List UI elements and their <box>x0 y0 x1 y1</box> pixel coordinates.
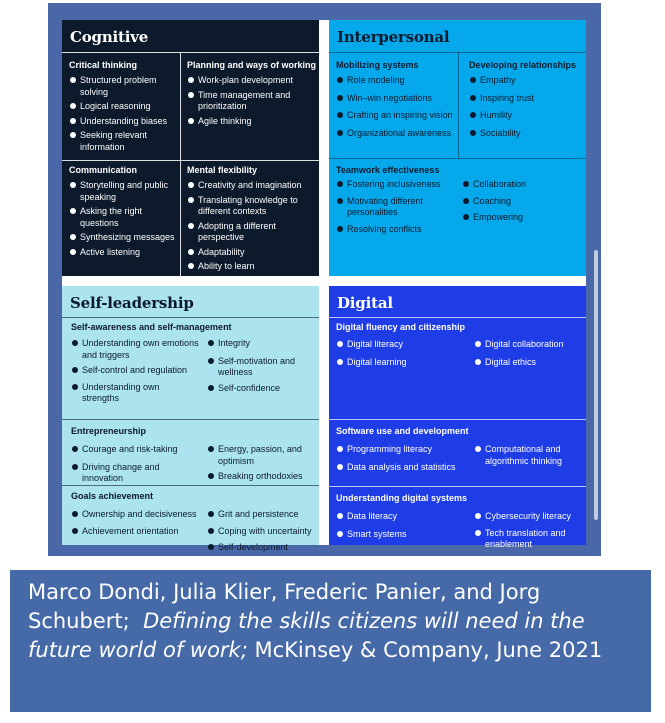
skill-item: Resolving conflicts <box>336 224 454 236</box>
skill-item: Humility <box>469 110 584 122</box>
goals-list-left <box>71 509 203 540</box>
digital-quadrant <box>329 286 586 549</box>
divider <box>458 52 459 158</box>
skill-item: Breaking orthodoxies <box>207 471 315 483</box>
divider <box>62 52 319 53</box>
skill-item: Empathy <box>469 75 584 87</box>
skill-item: Sociability <box>469 128 584 140</box>
skill-item: Self-confidence <box>207 383 315 395</box>
skill-item: Digital ethics <box>474 357 584 369</box>
mobilizing-systems-section <box>336 60 456 142</box>
skill-item: Integrity <box>207 338 315 350</box>
divider <box>329 317 586 318</box>
section-heading: Mobilizing systems <box>336 60 419 70</box>
skill-item: Achievement orientation <box>71 526 203 538</box>
skill-item: Time management and prioritization <box>187 90 317 113</box>
skill-item: Data literacy <box>336 511 468 523</box>
entrepreneurship-section <box>71 426 311 441</box>
skill-item: Coping with uncertainty <box>207 526 317 538</box>
divider <box>329 158 586 159</box>
skill-item: Structured problem solving <box>69 75 177 98</box>
caption-publisher: McKinsey & Company, June 2021 <box>254 638 603 662</box>
skill-item: Fostering inclusiveness <box>336 179 454 191</box>
self-leadership-quadrant <box>62 286 319 552</box>
skill-item: Self-motivation and wellness <box>207 356 315 379</box>
skill-item: Translating knowledge to different contexts <box>187 195 317 218</box>
skill-item: Driving change and innovation <box>71 462 203 485</box>
divider <box>62 317 319 318</box>
goals-list-right <box>207 509 317 557</box>
goals-achievement-section <box>71 491 311 506</box>
skill-item: Adopting a different perspective <box>187 221 317 244</box>
digital-fluency-list-left <box>336 339 464 371</box>
skill-item: Role modeling <box>336 75 456 87</box>
divider <box>329 486 586 487</box>
entrepreneurship-list-right <box>207 444 315 486</box>
skill-item: Ownership and decisiveness <box>71 509 203 521</box>
cognitive-quadrant <box>62 20 319 276</box>
interpersonal-quadrant <box>329 20 586 276</box>
section-heading: Digital fluency and citizenship <box>336 322 466 332</box>
section-heading: Teamwork effectiveness <box>336 165 440 175</box>
skill-item: Understanding own strengths <box>71 382 199 405</box>
skill-item: Inspiring trust <box>469 93 584 105</box>
software-list-right <box>474 444 584 470</box>
section-heading: Communication <box>69 165 138 175</box>
skill-item: Agile thinking <box>187 116 317 128</box>
skill-item: Seeking relevant information <box>69 130 177 153</box>
caption-title: Defining the skills citizens will need in the future world of work; <box>28 609 585 662</box>
planning-section <box>187 60 317 130</box>
skill-item: Cybersecurity literacy <box>474 511 584 523</box>
caption-authors: Marco Dondi, Julia Klier, Frederic Panier, and Jorg Schubert; <box>28 580 541 633</box>
software-section <box>336 426 581 441</box>
skill-item: Understanding biases <box>69 116 177 128</box>
communication-section <box>69 165 179 261</box>
digital-systems-section <box>336 493 581 508</box>
section-heading: Developing relationships <box>469 60 577 70</box>
skill-item: Coaching <box>462 196 580 208</box>
skill-item: Active listening <box>69 247 179 259</box>
skills-framework <box>62 20 586 552</box>
skill-item: Asking the right questions <box>69 206 179 229</box>
teamwork-list-left <box>336 179 454 238</box>
digital-systems-list-right <box>474 511 584 554</box>
skill-item: Collaboration <box>462 179 580 191</box>
skill-item: Win–win negotiations <box>336 93 456 105</box>
skill-item: Organizational awareness <box>336 128 456 140</box>
skill-item: Empowering <box>462 212 580 224</box>
skill-item: Synthesizing messages <box>69 232 179 244</box>
skill-item: Data analysis and statistics <box>336 462 468 474</box>
software-list-left <box>336 444 468 476</box>
skill-item: Adaptability <box>187 247 317 259</box>
skill-item: Courage and risk-taking <box>71 444 203 456</box>
section-heading: Self-awareness and self-management <box>71 322 232 332</box>
skill-item: Ability to learn <box>187 261 317 273</box>
skill-item: Energy, passion, and optimism <box>207 444 315 467</box>
skill-item: Self-control and regulation <box>71 365 199 377</box>
divider <box>180 52 181 276</box>
section-heading: Goals achievement <box>71 491 154 501</box>
scrollbar[interactable] <box>594 250 598 520</box>
skill-item: Creativity and imagination <box>187 180 317 192</box>
skill-item: Tech translation and enablement <box>474 528 584 551</box>
section-heading: Planning and ways of working <box>187 60 317 70</box>
section-heading: Entrepreneurship <box>71 426 147 436</box>
self-awareness-section <box>71 322 311 337</box>
skill-item: Crafting an inspiring vision <box>336 110 456 122</box>
cognitive-title: Cognitive <box>70 28 149 46</box>
section-heading: Mental flexibility <box>187 165 258 175</box>
section-heading: Software use and development <box>336 426 469 436</box>
skill-item: Digital literacy <box>336 339 464 351</box>
citation-caption <box>10 570 651 712</box>
skill-item: Understanding own emotions and triggers <box>71 338 199 361</box>
section-heading: Critical thinking <box>69 60 138 70</box>
section-heading: Understanding digital systems <box>336 493 468 503</box>
skill-item: Programming literacy <box>336 444 468 456</box>
skill-item: Self-development <box>207 542 317 554</box>
interpersonal-title: Interpersonal <box>337 28 450 46</box>
mental-flexibility-section <box>187 165 317 276</box>
skill-item: Digital collaboration <box>474 339 584 351</box>
skill-item: Logical reasoning <box>69 101 177 113</box>
skill-item: Work-plan development <box>187 75 317 87</box>
digital-title: Digital <box>337 294 393 312</box>
teamwork-section <box>336 165 581 180</box>
divider <box>329 419 586 420</box>
self-awareness-list-right <box>207 338 315 397</box>
self-awareness-list-left <box>71 338 199 408</box>
skill-item: Smart systems <box>336 529 468 541</box>
skill-item: Digital learning <box>336 357 464 369</box>
divider <box>62 160 319 161</box>
skill-item: Motivating different personalities <box>336 196 454 219</box>
developing-relationships-section <box>469 60 584 142</box>
digital-fluency-list-right <box>474 339 584 371</box>
entrepreneurship-list-left <box>71 444 203 488</box>
digital-systems-list-left <box>336 511 468 543</box>
digital-fluency-section <box>336 322 581 337</box>
skill-item: Grit and persistence <box>207 509 317 521</box>
divider <box>62 419 319 420</box>
teamwork-list-right <box>462 179 580 227</box>
skill-item: Storytelling and public speaking <box>69 180 179 203</box>
self-leadership-title: Self-leadership <box>70 294 194 312</box>
skill-item: Computational and algorithmic thinking <box>474 444 584 467</box>
critical-thinking-section <box>69 60 177 156</box>
